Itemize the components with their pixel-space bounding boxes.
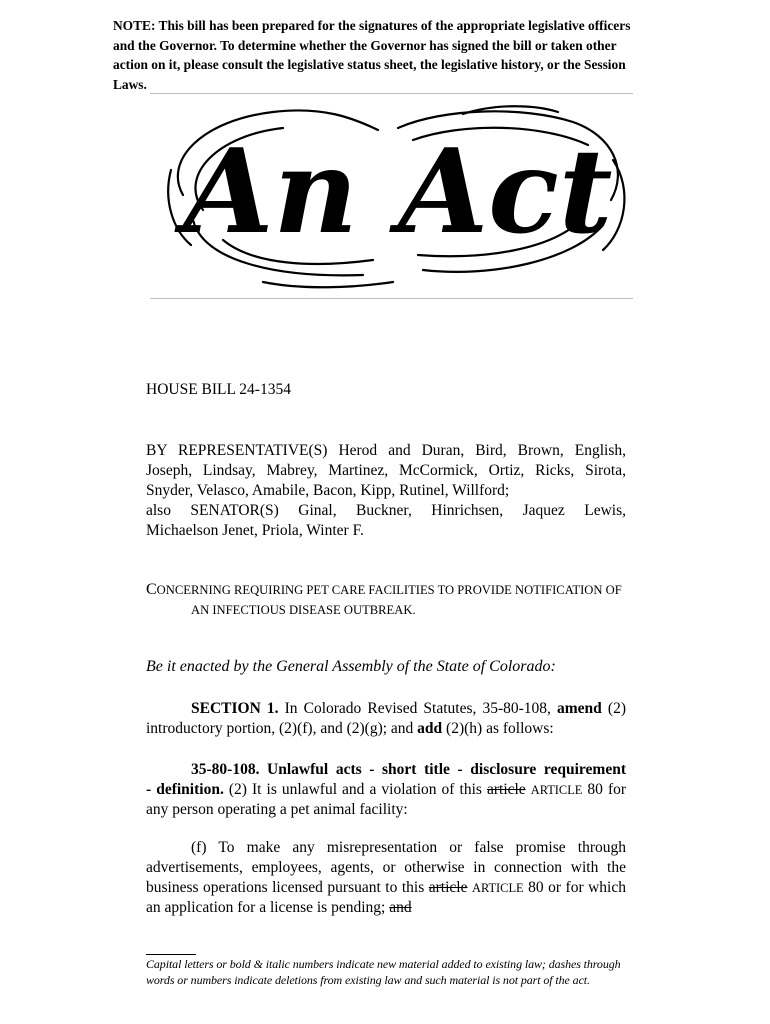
subsection-text: advertisements, employees, agents, or otherwise in connection with the: [146, 859, 626, 876]
concerning-title: [146, 580, 636, 620]
enacting-clause: Be it enacted by the General Assembly of the State of Colorado:: [146, 658, 556, 675]
statute-heading: - definition.: [146, 781, 224, 798]
statute-35-80-108: [146, 760, 626, 820]
amend-keyword: amend: [557, 700, 602, 717]
deleted-text: article: [428, 879, 468, 896]
sponsors-line: Michaelson Jenet, Priola, Winter F.: [146, 522, 364, 539]
an-act-logo-text: An Act: [183, 124, 613, 260]
subsection-text: an application for a license is pending;: [146, 899, 390, 916]
add-keyword: add: [417, 720, 443, 737]
section-1: [146, 699, 626, 739]
inserted-text: ARTICLE: [472, 881, 524, 895]
sponsors-line: also SENATOR(S) Ginal, Buckner, Hinrichsen, Jaquez Lewis,: [146, 502, 626, 519]
statute-heading: 35-80-108. Unlawful acts - short title - disclosure requirement: [191, 761, 626, 778]
section-text: (2): [601, 700, 626, 717]
footnote-rule: [146, 954, 196, 955]
section-text: (2)(h) as follows:: [442, 720, 554, 737]
bill-number: HOUSE BILL 24-1354: [146, 381, 291, 398]
statute-text: (2) It is unlawful and a violation of this: [223, 781, 487, 798]
sponsors-block: [146, 441, 626, 541]
section-text: In Colorado Revised Statutes, 35-80-108,: [278, 700, 558, 717]
an-act-logo: [163, 100, 633, 290]
deleted-text: and: [389, 899, 412, 916]
disclaimer-note: NOTE: This bill has been prepared for the signatures of the appropriate legislative officers and the Governor. To determine whether the Governor has signed the bill or taken other action on it, please consult the legislative status sheet, the legislative history, or the Session Laws.: [113, 18, 631, 92]
inserted-text: ARTICLE: [530, 783, 583, 797]
subsection-text: business operations licensed pursuant to this: [146, 879, 429, 896]
header-rule-bottom: [150, 298, 633, 299]
sponsors-line: Joseph, Lindsay, Mabrey, Martinez, McCormick, Ortiz, Ricks, Sirota,: [146, 462, 626, 479]
concerning-line: AN INFECTIOUS DISEASE OUTBREAK.: [191, 603, 416, 617]
subsection-text: (f) To make any misrepresentation or false promise through: [191, 839, 626, 856]
statute-text: 80 for: [582, 781, 627, 798]
section-text: introductory portion, (2)(f), and (2)(g); and: [146, 720, 418, 737]
subsection-text: 80 or for which: [523, 879, 626, 896]
section-label: SECTION 1.: [191, 700, 279, 717]
an-act-logo-graphic: [163, 100, 633, 290]
subsection-2f: [146, 838, 626, 918]
concerning-line: ONCERNING REQUIRING PET CARE FACILITIES TO PROVIDE NOTIFICATION OF: [156, 583, 622, 597]
sponsors-line: Snyder, Velasco, Amabile, Bacon, Kipp, Rutinel, Willford;: [146, 482, 510, 499]
header-rule-top: [150, 93, 633, 94]
deleted-text: article: [486, 781, 526, 798]
footnote: Capital letters or bold & italic numbers indicate new material added to existing law; dashes through words or numbers indicate deletions from existing law and such material is not part of the act.: [146, 957, 621, 987]
concerning-initial: C: [146, 581, 157, 598]
statute-text: any person operating a pet animal facility:: [146, 801, 408, 818]
sponsors-line: BY REPRESENTATIVE(S) Herod and Duran, Bird, Brown, English,: [146, 442, 626, 459]
